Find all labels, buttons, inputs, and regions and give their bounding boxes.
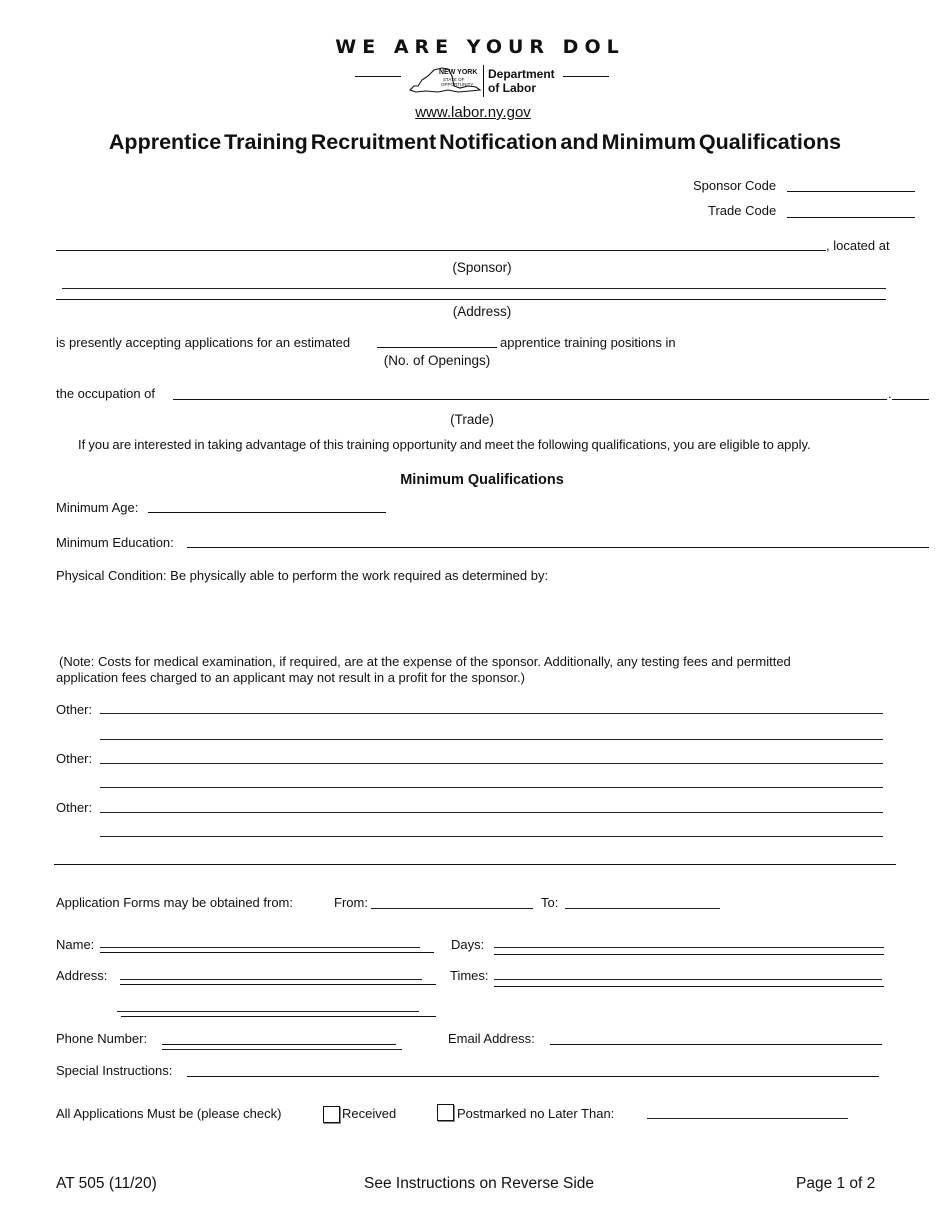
from-label: From: [334, 895, 368, 910]
phone-field-b[interactable] [162, 1049, 402, 1050]
dept-line1: Department [488, 67, 555, 81]
tagline: WE ARE YOUR DOL [335, 36, 625, 58]
name-field-a[interactable] [100, 947, 420, 948]
phone-field-a[interactable] [162, 1044, 396, 1045]
address-line-1[interactable] [62, 288, 886, 289]
trade-code-label: Trade Code [708, 203, 777, 218]
page-number: Page 1 of 2 [796, 1175, 876, 1192]
received-label: Received [342, 1106, 397, 1121]
other-label-3: Other: [56, 800, 93, 815]
must-be-label: All Applications Must be (please check) [56, 1106, 282, 1121]
note-line-2: application fees charged to an applicant may not result in a profit for the sponsor.) [56, 670, 525, 685]
sponsor-code-field[interactable] [787, 191, 915, 192]
obtain-label: Application Forms may be obtained from: [56, 895, 293, 910]
other-label-1: Other: [56, 702, 93, 717]
interest-text: If you are interested in taking advantage of this training opportunity and meet the following qualifications, you are eligible to apply. [78, 437, 811, 452]
received-checkbox[interactable] [323, 1106, 340, 1123]
other-field-1b[interactable] [100, 739, 883, 740]
to-field[interactable] [565, 908, 720, 909]
days-field-a[interactable] [494, 947, 884, 948]
occupation-label: the occupation of [56, 386, 156, 401]
state-sub1: STATE OF [443, 77, 465, 82]
address-caption: (Address) [452, 304, 512, 319]
located-at-text: , located at [826, 238, 890, 253]
sponsor-name-field[interactable] [56, 250, 826, 251]
state-sub2: OPPORTUNITY. [441, 82, 475, 87]
other-field-2a[interactable] [100, 763, 883, 764]
min-age-field[interactable] [148, 512, 386, 513]
times-label: Times: [450, 968, 489, 983]
days-field-b[interactable] [494, 954, 884, 955]
form-id: AT 505 (11/20) [56, 1175, 157, 1192]
other-field-3a[interactable] [100, 812, 883, 813]
days-label: Days: [451, 937, 485, 952]
occupation-tail-line [892, 399, 929, 400]
app-address-field-c[interactable] [117, 1011, 419, 1012]
openings-field[interactable] [377, 347, 497, 348]
address-label: Address: [56, 968, 108, 983]
section-divider [54, 864, 896, 865]
dol-logo [355, 65, 615, 99]
email-label: Email Address: [448, 1031, 535, 1046]
name-label: Name: [56, 937, 95, 952]
app-address-field-b[interactable] [120, 984, 436, 985]
sponsor-code-label: Sponsor Code [693, 178, 777, 193]
from-field[interactable] [371, 908, 533, 909]
min-age-label: Minimum Age: [56, 500, 139, 515]
logo-left-rule [355, 76, 401, 77]
min-quals-heading: Minimum Qualifications [400, 472, 564, 488]
openings-suffix: apprentice training positions in [500, 335, 676, 350]
app-address-field-a[interactable] [120, 979, 422, 980]
phone-label: Phone Number: [56, 1031, 148, 1046]
other-field-2b[interactable] [100, 787, 883, 788]
trade-caption: (Trade) [450, 412, 494, 427]
to-label: To: [541, 895, 559, 910]
occupation-period: . [888, 386, 892, 401]
other-label-2: Other: [56, 751, 93, 766]
name-field-b[interactable] [100, 952, 434, 953]
postmarked-label: Postmarked no Later Than: [457, 1106, 615, 1121]
email-field[interactable] [550, 1044, 882, 1045]
state-name: NEW YORK [439, 69, 478, 76]
openings-caption: (No. of Openings) [383, 353, 491, 368]
min-education-field[interactable] [187, 547, 929, 548]
other-field-1a[interactable] [100, 713, 883, 714]
special-instructions-label: Special Instructions: [56, 1063, 173, 1078]
logo-divider [483, 65, 484, 97]
postmarked-date-field[interactable] [647, 1118, 848, 1119]
website-link[interactable]: www.labor.ny.gov [415, 104, 531, 121]
note-line-1: (Note: Costs for medical examination, if required, are at the expense of the sponsor. Additionally, any testing fees and permitted [59, 654, 791, 669]
times-field-a[interactable] [494, 979, 882, 980]
special-instructions-field[interactable] [187, 1076, 879, 1077]
occupation-field[interactable] [173, 399, 887, 400]
address-line-2[interactable] [56, 299, 886, 300]
openings-prefix: is presently accepting applications for an estimated [56, 335, 351, 350]
trade-code-field[interactable] [787, 217, 915, 218]
reverse-instructions: See Instructions on Reverse Side [364, 1175, 595, 1192]
postmarked-checkbox[interactable] [437, 1104, 454, 1121]
other-field-3b[interactable] [100, 836, 883, 837]
times-field-b[interactable] [494, 986, 884, 987]
sponsor-caption: (Sponsor) [452, 260, 512, 275]
min-education-label: Minimum Education: [56, 535, 174, 550]
logo-right-rule [563, 76, 609, 77]
page-title: Apprentice Training Recruitment Notification and Minimum Qualifications [108, 130, 842, 154]
app-address-field-d[interactable] [121, 1016, 436, 1017]
physical-condition-text: Physical Condition: Be physically able to perform the work required as determined by: [56, 568, 549, 583]
dept-line2: of Labor [488, 81, 536, 95]
